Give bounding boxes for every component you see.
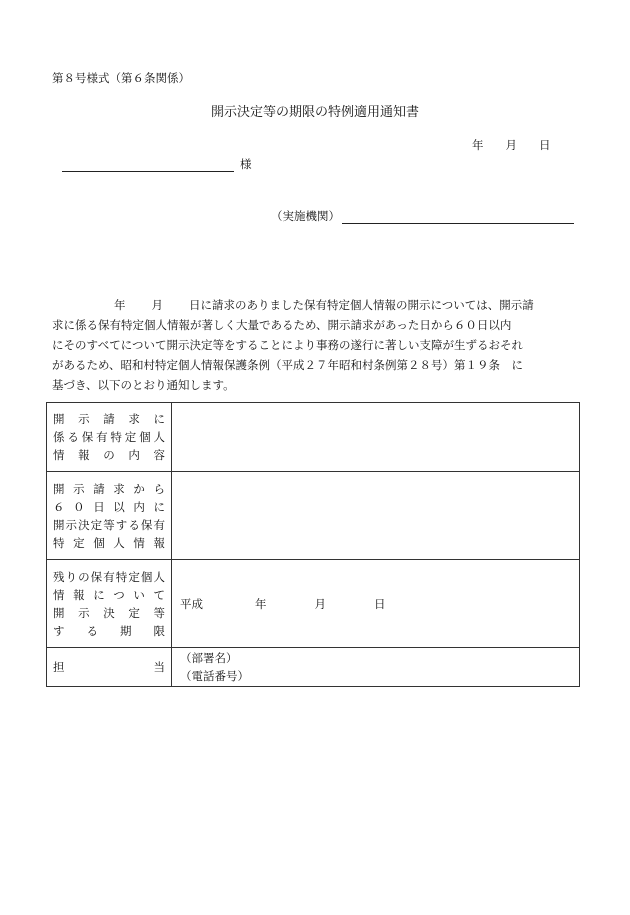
label-within-60-days xyxy=(47,472,172,560)
label-line: 開示請求に xyxy=(53,412,165,426)
deadline-year-label: 年 xyxy=(255,596,267,611)
addressee-suffix: 様 xyxy=(240,157,252,171)
label-contact xyxy=(47,648,172,687)
agency-blank[interactable] xyxy=(342,209,574,224)
document-title: 開示決定等の期限の特例適用通知書 xyxy=(210,105,419,120)
deadline-month-label: 月 xyxy=(314,596,326,611)
label-line: 特定個人情報 xyxy=(53,535,165,550)
contact-phone-label: （電話番号） xyxy=(180,669,249,683)
addressee-blank[interactable] xyxy=(62,157,234,172)
value-remaining-deadline[interactable] xyxy=(172,560,580,648)
info-table xyxy=(46,402,580,687)
table-row-within-60-days xyxy=(47,472,580,560)
label-line: ６０日以内に xyxy=(53,499,165,514)
body-year-label: 年 xyxy=(114,298,126,312)
body-line-5: 基づき、以下のとおり通知します。 xyxy=(52,378,235,392)
date-line xyxy=(472,137,551,153)
addressee-line xyxy=(62,156,252,172)
body-line-1 xyxy=(52,295,578,315)
label-request-content xyxy=(47,403,172,472)
deadline-era: 平成 xyxy=(180,596,203,611)
body-line-2: 求に係る保有特定個人情報が著しく大量であるため、開示請求があった日から６０日以内 xyxy=(52,318,512,332)
deadline-day-label: 日 xyxy=(374,596,386,611)
label-line: 情報の内容 xyxy=(53,448,165,462)
date-year-label: 年 xyxy=(472,138,484,152)
value-request-content[interactable] xyxy=(172,403,580,472)
value-within-60-days[interactable] xyxy=(172,472,580,560)
label-line: する期限 xyxy=(53,623,165,638)
contact-dept-label: （部署名） xyxy=(180,651,238,665)
table-row-request-content xyxy=(47,403,580,472)
form-number: 第８号様式（第６条関係） xyxy=(52,71,190,85)
body-line-4: があるため、昭和村特定個人情報保護条例（平成２７年昭和村条例第２８号）第１９条 に xyxy=(52,358,524,372)
date-month-label: 月 xyxy=(505,138,517,152)
label-line xyxy=(53,658,165,676)
label-line: 係る保有特定個人 xyxy=(53,430,165,444)
contact-label-right: 当 xyxy=(153,660,165,674)
body-line-3: にそのすべてについて開示決定等をすることにより事務の遂行に著しい支障が生ずるおそれ xyxy=(52,338,524,352)
contact-label-left: 担 xyxy=(53,660,108,674)
label-line: 開示決定等 xyxy=(53,605,165,620)
body-month-label: 月 xyxy=(151,298,163,312)
label-line: 開示決定等する保有 xyxy=(53,517,165,532)
label-line: 情報について xyxy=(53,587,165,602)
date-day-label: 日 xyxy=(539,138,551,152)
label-remaining-deadline xyxy=(47,560,172,648)
agency-line xyxy=(271,208,574,224)
body-line-1-text: 日に請求のありました保有特定個人情報の開示については、開示請 xyxy=(189,298,534,312)
notice-body xyxy=(52,295,578,395)
value-contact[interactable] xyxy=(172,648,580,687)
table-row-contact xyxy=(47,648,580,687)
agency-label: （実施機関） xyxy=(271,209,340,223)
label-line: 開示請求から xyxy=(53,481,165,496)
label-line: 残りの保有特定個人 xyxy=(53,569,165,584)
table-row-remaining-deadline xyxy=(47,560,580,648)
